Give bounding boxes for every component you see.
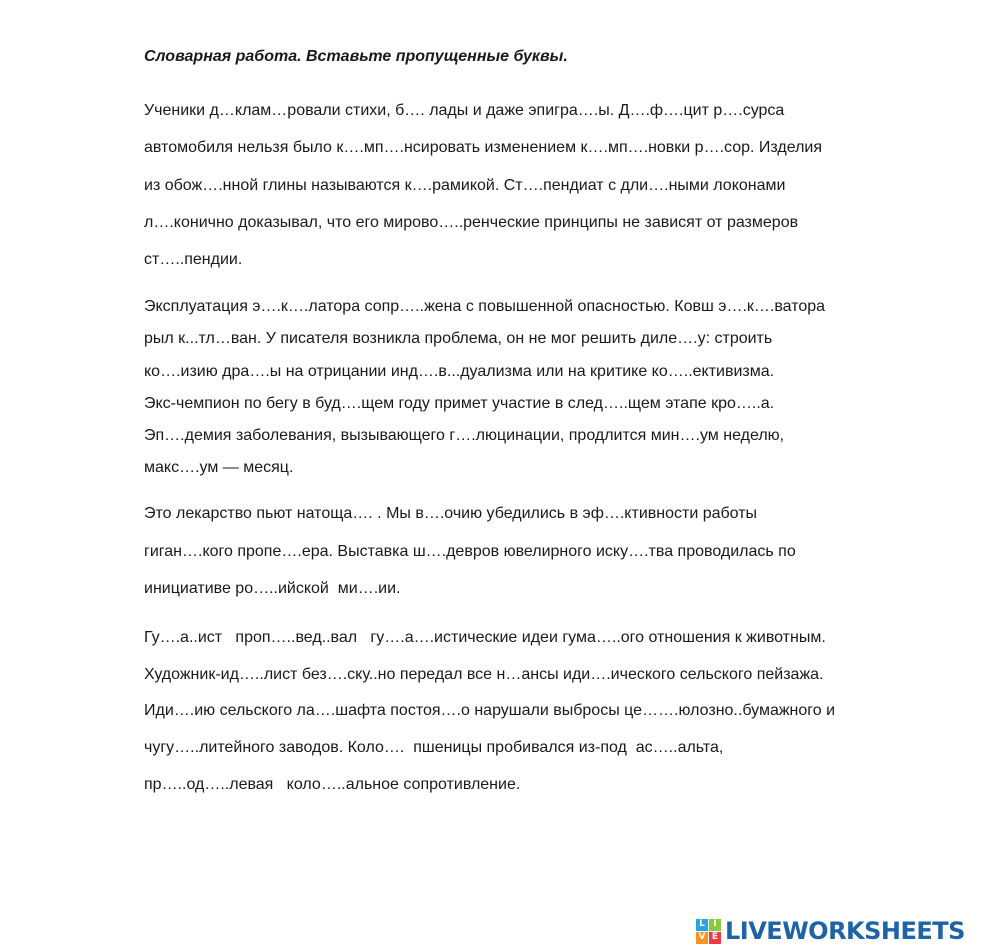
text-line: ко….изию дра….ы на отрицании инд….в...дуализма или на критике ко…..ективизма.: [144, 362, 775, 380]
liveworksheets-logo[interactable]: [696, 916, 965, 946]
text-line: из обож….нной глины называются к….рамикой. Ст….пендиат с дли….ными локонами: [144, 176, 786, 194]
text-line: Гу….а..ист проп…..вед..вал гу….а….истические идеи гума…..ого отношения к животным.: [144, 629, 826, 646]
text-line: гиган….кого пропе….ера. Выставка ш….девров ювелирного иску….тва проводилась по: [144, 542, 796, 560]
text-line: Ученики д…клам…ровали стихи, б…. лады и даже эпигра….ы. Д….ф….цит р….сурса: [144, 102, 785, 119]
paragraph-3: [144, 501, 944, 614]
text-line: инициативе ро…..ийской ми….ии.: [144, 580, 401, 597]
text-line: автомобиля нельзя было к….мп….нсировать изменением к….мп….новки р….сор. Изделия: [144, 139, 823, 157]
text-line: макс….ум — месяц.: [144, 459, 294, 477]
text-line: Экс-чемпион по бегу в буд….щем году примет участие в след…..щем этапе кро…..а.: [144, 394, 775, 412]
logo-letter: V: [696, 932, 708, 944]
paragraph-1: [144, 98, 944, 284]
text-line: Художник-ид…..лист без….ску..но передал все н…ансы иди….ического сельского пейзажа.: [144, 665, 824, 683]
text-line: рыл к...тл…ван. У писателя возникла проблема, он не мог решить диле….у: строить: [144, 330, 773, 348]
logo-text: LIVEWORKSHEETS: [725, 917, 965, 945]
logo-letter: I: [709, 919, 721, 931]
logo-letter: E: [709, 932, 721, 944]
paragraph-2: [144, 294, 944, 488]
paragraph-4: [144, 625, 944, 808]
text-line: Эп….демия заболевания, вызывающего г….люцинации, продлится мин….ум неделю,: [144, 427, 785, 445]
text-line: чугу…..литейного заводов. Коло…. пшеницы пробивался из-под ас…..альта,: [144, 739, 724, 757]
text-line: л….конично доказывал, что его мирово…..ренческие принципы не зависят от размеров: [144, 213, 799, 231]
text-line: Это лекарство пьют натоща…. . Мы в….очию убедились в эф….ктивности работы: [144, 505, 758, 522]
text-line: пр…..од…..левая коло…..альное сопротивление.: [144, 775, 521, 793]
worksheet-title: Словарная работа. Вставьте пропущенные буквы.: [144, 48, 568, 65]
text-line: Эксплуатация э….к….латора сопр…..жена с повышенной опасностью. Ковш э….к….ватора: [144, 298, 826, 315]
logo-letter: L: [696, 919, 708, 931]
text-line: ст…..пендии.: [144, 251, 243, 269]
logo-mark-icon: [696, 919, 721, 944]
text-line: Иди….ию сельского ла….шафта постоя….о нарушали выбросы це…….юлозно..бумажного и: [144, 702, 836, 720]
